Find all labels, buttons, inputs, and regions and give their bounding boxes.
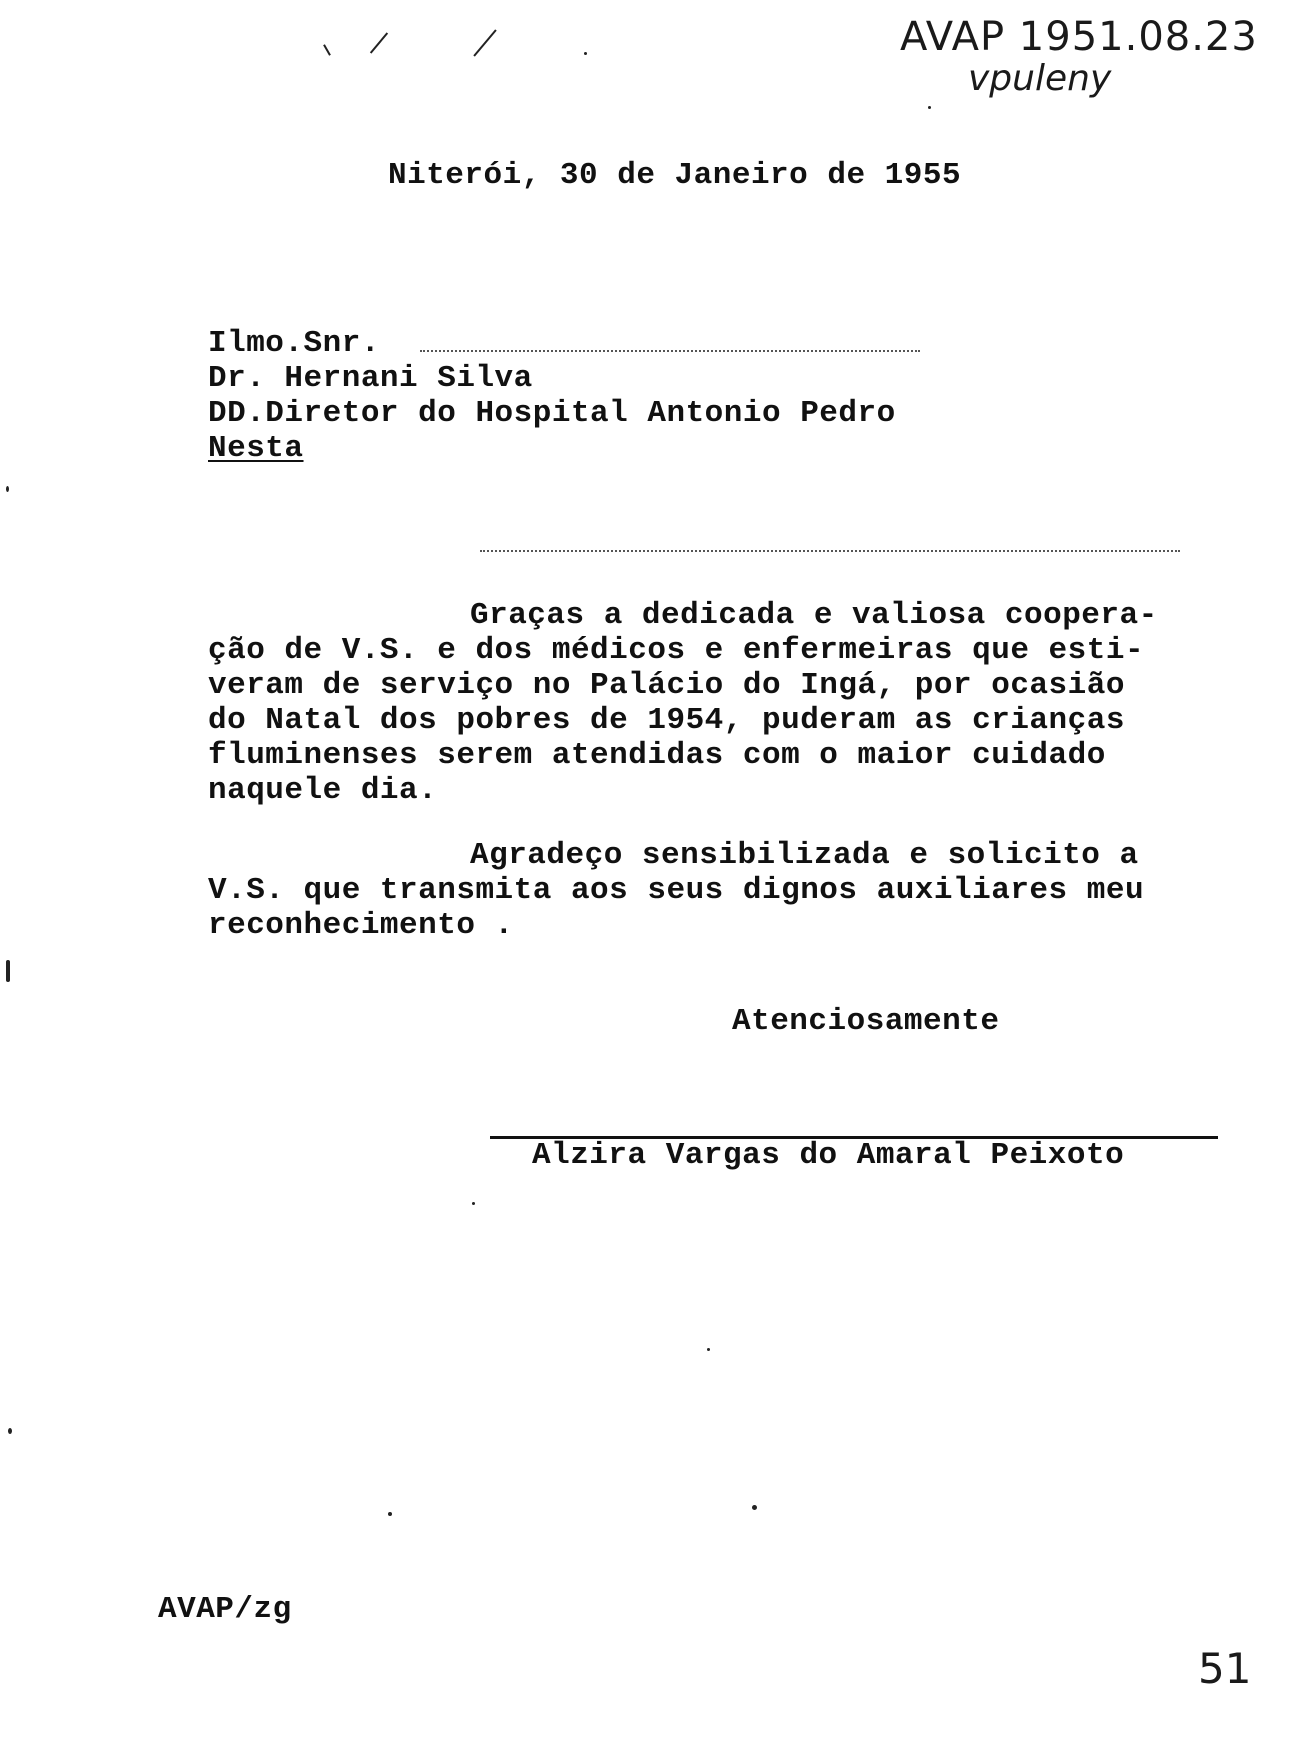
scan-speck xyxy=(707,1348,710,1351)
stray-mark xyxy=(473,29,496,56)
scan-speck xyxy=(8,1428,12,1434)
body-p1-line-5: fluminenses serem atendidas com o maior cuidado xyxy=(208,738,1106,773)
archive-note: vpuleny xyxy=(968,58,1112,99)
scan-speck xyxy=(6,486,9,492)
scan-speck xyxy=(388,1512,392,1516)
scan-speck xyxy=(6,960,10,982)
body-p1-line-2: ção de V.S. e dos médicos e enfermeiras que esti- xyxy=(208,633,1145,668)
typist-initials: AVAP/zg xyxy=(158,1592,292,1627)
address-salutation: Ilmo.Snr. xyxy=(208,326,380,361)
stray-mark xyxy=(370,32,388,53)
body-p2-line-3: reconhecimento . xyxy=(208,908,514,943)
body-p1-line-4: do Natal dos pobres de 1954, puderam as crianças xyxy=(208,703,1125,738)
scan-speck xyxy=(472,1202,475,1205)
faint-dotted-line xyxy=(420,350,920,352)
address-location: Nesta xyxy=(208,431,304,466)
body-p2-line-2: V.S. que transmita aos seus dignos auxiliares meu xyxy=(208,873,1145,908)
signatory-name: Alzira Vargas do Amaral Peixoto xyxy=(532,1138,1125,1173)
body-p1-line-6: naquele dia. xyxy=(208,773,438,808)
page-number: 51 xyxy=(1198,1644,1252,1693)
address-name: Dr. Hernani Silva xyxy=(208,361,533,396)
archive-reference: AVAP 1951.08.23 xyxy=(900,14,1258,60)
faint-dotted-line xyxy=(480,550,1180,552)
address-position: DD.Diretor do Hospital Antonio Pedro xyxy=(208,396,896,431)
scan-speck xyxy=(752,1505,757,1510)
scan-speck xyxy=(584,52,587,55)
body-p2-line-1: Agradeço sensibilizada e solicito a xyxy=(470,838,1139,873)
place-date: Niterói, 30 de Janeiro de 1955 xyxy=(388,158,962,193)
scan-speck xyxy=(928,106,931,109)
body-p1-line-1: Graças a dedicada e valiosa coopera- xyxy=(470,598,1158,633)
body-p1-line-3: veram de serviço no Palácio do Ingá, por ocasião xyxy=(208,668,1125,703)
stray-mark xyxy=(323,44,331,55)
closing: Atenciosamente xyxy=(732,1004,1000,1039)
